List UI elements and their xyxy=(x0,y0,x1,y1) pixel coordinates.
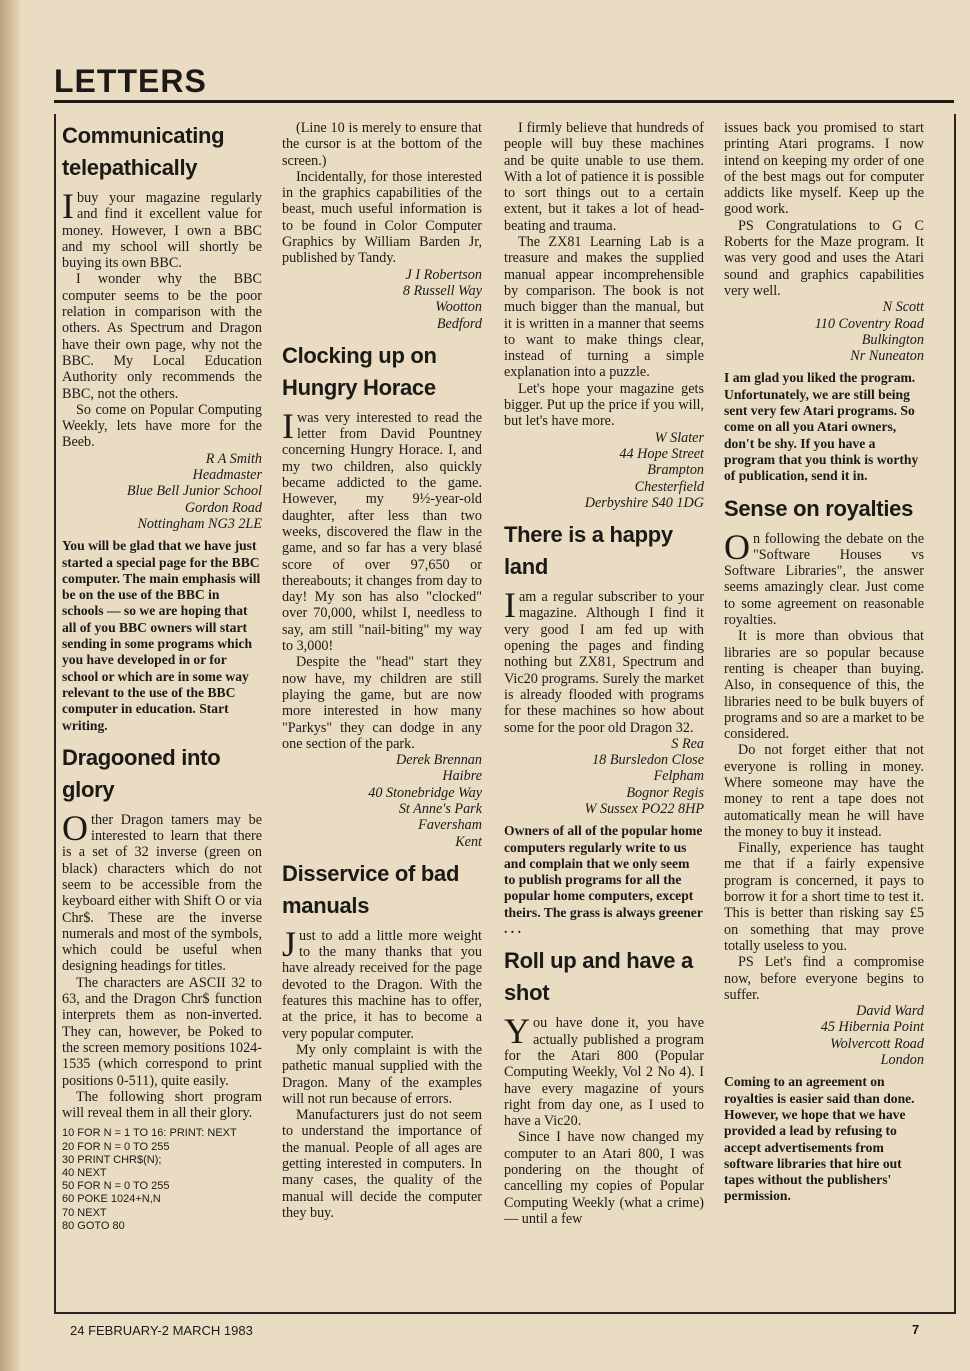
drop-cap: J xyxy=(282,923,297,964)
signature: N Scott 110 Coventry Road Bulkington Nr Nuneaton xyxy=(814,299,924,365)
column-1 xyxy=(62,120,262,1310)
column-2 xyxy=(282,120,482,1310)
code-line: 70 NEXT xyxy=(62,1206,107,1219)
heading-communicating: Communicating telepathically xyxy=(62,123,225,180)
code-line: 60 POKE 1024+N,N xyxy=(62,1193,161,1206)
letter-paragraph: PS Congratulations to G C Roberts for the Maze program. It was very good and uses the Atari sound and graphics capabilities very well. xyxy=(724,217,924,299)
letter-paragraph: Since I have now changed my computer to an Atari 800, I was pondering on the thought of cancelling my copies of Popular Computing Weekly (what a crime) — until a few xyxy=(504,1129,704,1227)
page-number: 7 xyxy=(912,1322,920,1337)
letter-paragraph: I wonder why the BBC computer seems to be the poor relation in comparison with the others. As Spectrum and Dragon have their own page, why not the BBC. My Local Education Authority only recommends the BBC, not the others. xyxy=(62,271,262,402)
heading-disservice: Disservice of bad manuals xyxy=(282,860,460,918)
letter-paragraph: You have done it, you have actually published a program for the Atari 800 (Popular Computing Weekly, Vol 2 No 4). I have every magazine of yours right from day one, as I used to have a Vic20. xyxy=(504,1011,704,1130)
code-line: 20 FOR N = 0 TO 255 xyxy=(62,1140,170,1153)
drop-cap: O xyxy=(62,807,88,848)
signature: Derek Brennan Haibre 40 Stonebridge Way St Anne's Park Faversham Kent xyxy=(368,752,482,850)
heading-royalties: Sense on royalties xyxy=(724,495,914,521)
letter-paragraph: The ZX81 Learning Lab is a treasure and makes the supplied manual appear incomprehensible by comparison. The book is not much bigger than the manual, but it is written in a manner that seems to want to make things clear, instead of turning a simple explanation into a puzzle. xyxy=(504,234,704,381)
letter-paragraph: The characters are ASCII 32 to 63, and the Dragon Chr$ function interprets them as non-inverted. They can, however, be Poked to the screen memory positions 1024-1535 (which correspond to print positions 0-511), quite easily. xyxy=(62,974,262,1089)
letter-paragraph: It is more than obvious that libraries are so popular because renting is cheaper than buying. Also, in consequence of this, the libraries need to be bulk buyers of programs and so are a market to be considered. xyxy=(724,628,924,743)
letter-paragraph: My only complaint is with the pathetic manual supplied with the Dragon. Many of the examples will not run because of errors. xyxy=(282,1041,482,1107)
code-line: 80 GOTO 80 xyxy=(62,1219,125,1232)
page-spine xyxy=(0,0,22,1371)
code-line: 30 PRINT CHR$(N); xyxy=(62,1153,162,1166)
editor-reply: Owners of all of the popular home computers regularly write to us and complain that we only seem to publish programs for all the popular home computers, except theirs. The grass is always greener . . . xyxy=(504,823,703,937)
heading-happy-land: There is a happy land xyxy=(504,522,673,580)
section-title: LETTERS xyxy=(54,63,207,99)
editor-reply: You will be glad that we have just started a special page for the BBC computer. The main emphasis will be on the use of the BBC in schools — so we are hoping that all of you BBC owners will start sending in some programs which you have developed in or for school or which are in some way relevant to the use of the BBC computer in education. Start writing. xyxy=(62,538,261,733)
editor-reply: I am glad you liked the program. Unfortunately, we are still being sent very few Atari programs. So come on all you Atari owners, don't be shy. If you have a program that you think is worthy of publication, send it in. xyxy=(724,370,919,484)
signature: R A Smith Headmaster Blue Bell Junior School Gordon Road Nottingham NG3 2LE xyxy=(126,450,262,532)
drop-cap: I xyxy=(62,186,74,226)
letter-paragraph: Ibuy your magazine regularly and find it excellent value for money. However, I own a BBC and my school will shortly be buying its own BBC. xyxy=(62,186,262,272)
letter-paragraph: Manufacturers just do not seem to understand the importance of the manual. People of all ages are getting interested in computers. In many cases, the quality of the manual will decide the computer they buy. xyxy=(282,1107,482,1221)
letter-paragraph: PS Let's find a compromise now, before everyone begins to suffer. xyxy=(724,954,924,1003)
heading-clocking: Clocking up on Hungry Horace xyxy=(282,342,437,400)
letter-paragraph: Despite the "head" start they now have, my children are still playing the game, but are now more interested in how many "Parkys" they can dodge in any one section of the park. xyxy=(282,654,482,752)
signature: David Ward 45 Hibernia Point Wolvercott Road London xyxy=(820,1003,924,1069)
program-listing xyxy=(62,1127,262,1233)
column-3 xyxy=(504,120,704,1310)
letter-paragraph: issues back you promised to start printing Atari programs. I now intend on keeping my order of one of the best mags out for computer addicts like myself. Keep up the good work. xyxy=(724,120,924,218)
code-line: 10 FOR N = 1 TO 16: PRINT: NEXT xyxy=(62,1127,237,1140)
letter-paragraph: Other Dragon tamers may be interested to learn that there is a set of 32 inverse (green on black) characters which do not seem to be accessible from the keyboard either with Shift O or via Chr$. These are the inverse numerals and most of the symbols, which could be useful when designing headings for titles. xyxy=(62,807,262,975)
letter-paragraph: I firmly believe that hundreds of people will buy these machines and be quite unable to use them. With a lot of patience it is possible to sort things out to a certain extent, but it takes a lot of head-beating and trauma. xyxy=(504,120,704,234)
code-line: 50 FOR N = 0 TO 255 xyxy=(62,1180,170,1193)
heading-roll-up: Roll up and have a shot xyxy=(504,948,693,1006)
letter-paragraph: Just to add a little more weight to the many thanks that you have already received for the page devoted to the Dragon. With the features this machine has to offer, at the price, it has to become a very popular computer. xyxy=(282,923,482,1042)
masthead xyxy=(54,62,954,103)
column-4 xyxy=(724,120,924,1310)
letter-paragraph: Finally, experience has taught me that if a fairly expensive program is concerned, it pays to borrow it for a short time to test it. This is better than risking say £5 on something that may prove totally useless to you. xyxy=(724,840,924,954)
signature: W Slater 44 Hope Street Brampton Chesterfield Derbyshire S40 1DG xyxy=(584,429,704,511)
letter-paragraph: Incidentally, for those interested in the graphics capabilities of the beast, much useful information is to be found in Color Computer Graphics by William Barden Jr, published by Tandy. xyxy=(282,168,482,267)
drop-cap: I xyxy=(504,585,516,626)
issue-date: 24 FEBRUARY-2 MARCH 1983 xyxy=(70,1323,253,1338)
letter-paragraph: (Line 10 is merely to ensure that the cursor is at the bottom of the screen.) xyxy=(282,120,482,169)
letter-paragraph: Iam a regular subscriber to your magazine. Although I find it very good I am fed up with opening the pages and finding nothing but ZX81, Spectrum and Vic20 programs. Surely the market is already flooded with programs for these machines so how about some for the poor old Dragon 32. xyxy=(504,585,704,736)
letter-paragraph: So come on Popular Computing Weekly, lets have more for the Beeb. xyxy=(62,401,262,451)
letter-paragraph: The following short program will reveal them in all their glory. xyxy=(62,1088,262,1122)
drop-cap: I xyxy=(282,405,294,446)
letter-paragraph: Iwas very interested to read the letter from David Pountney concerning Hungry Horace. I, and my two children, also quickly became addicted to the game. However, my 9½-year-old daughter, after less than two weeks, discovered the flaw in the game, and so far has a very blasé score of over 97,650 or thereabouts; it changes from day to day! My son has also "clocked" over 70,000, whilst I, needless to say, am still "nail-biting" my way to 3,000! xyxy=(282,405,482,655)
drop-cap: O xyxy=(724,526,750,567)
letter-paragraph: Do not forget either that not everyone is rolling in money. Where someone may have the money to rent a tape does not automatically mean he will have the money to buy it instead. xyxy=(724,742,924,840)
letter-paragraph: Let's hope your magazine gets bigger. Put up the price if you will, but let's have more. xyxy=(504,380,704,430)
signature: S Rea 18 Bursledon Close Felpham Bognor Regis W Sussex PO22 8HP xyxy=(584,735,704,817)
drop-cap: Y xyxy=(504,1011,530,1052)
signature: J I Robertson 8 Russell Way Wootton Bedford xyxy=(402,266,482,332)
heading-dragooned: Dragooned into glory xyxy=(62,744,221,802)
editor-reply: Coming to an agreement on royalties is easier said than done. However, we hope that we have provided a lead by refusing to accept advertisements from software libraries that hire out tapes without the publishers' permission. xyxy=(724,1074,915,1204)
code-line: 40 NEXT xyxy=(62,1167,107,1180)
letter-paragraph: On following the debate on the "Software Houses vs Software Libraries", the answer seems amazingly clear. Just come to some agreement on reasonable royalties. xyxy=(724,526,924,629)
